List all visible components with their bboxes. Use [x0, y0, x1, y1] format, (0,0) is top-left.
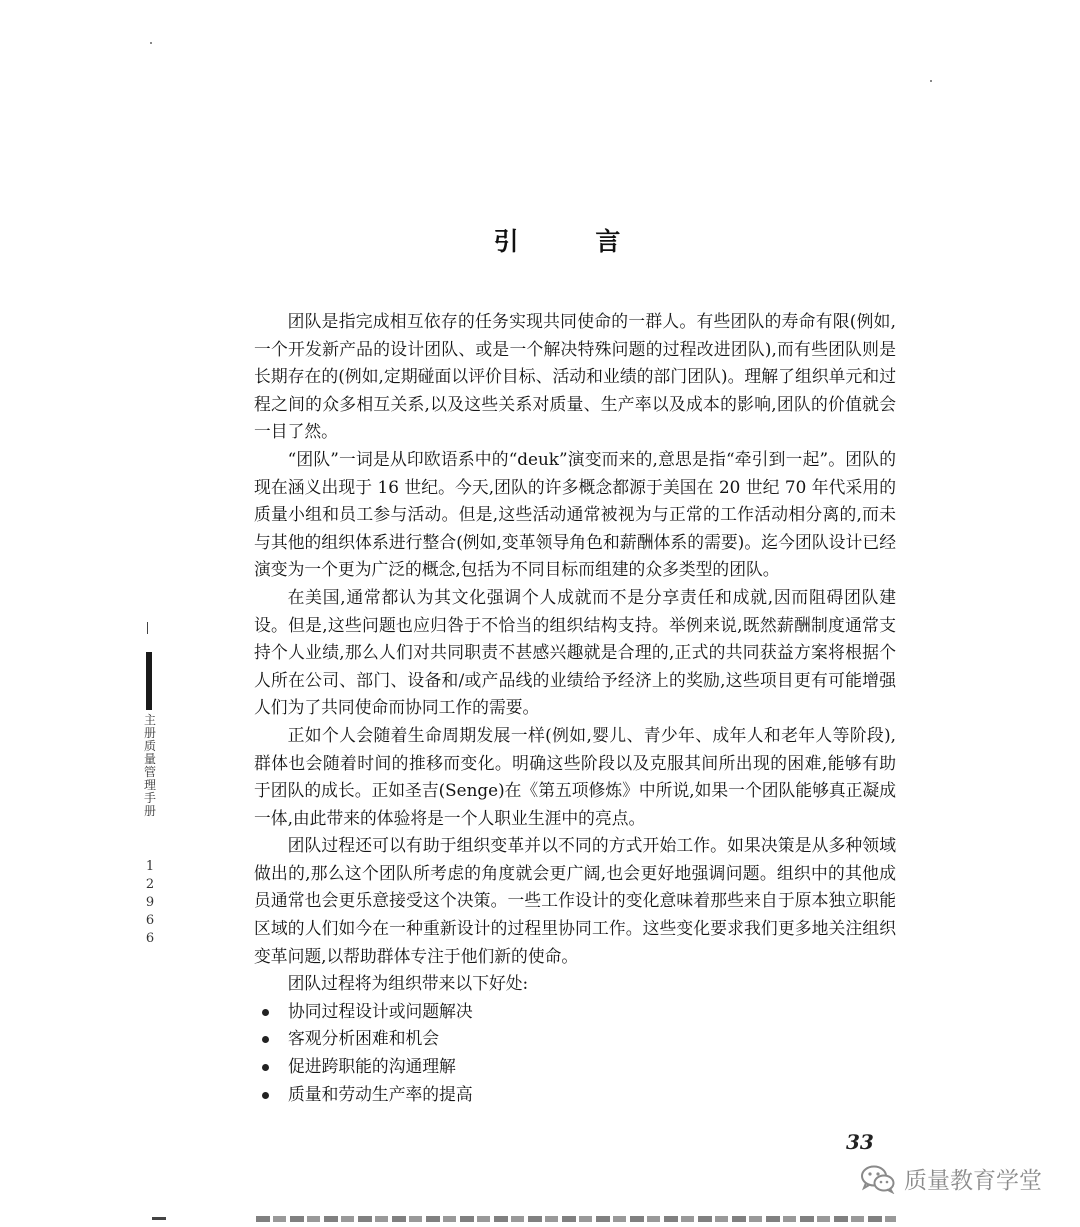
page-number: 33	[846, 1130, 874, 1154]
bullet-icon	[262, 1092, 269, 1099]
list-item-text: 协同过程设计或问题解决	[288, 1000, 473, 1021]
list-item	[254, 998, 896, 1026]
paragraph: 正如个人会随着生命周期发展一样(例如,婴儿、青少年、成年人和老年人等阶段),群体也会随着时间的推移而变化。明确这些阶段以及克服其间所出现的困难,能够有助于团队的成长。正如圣吉(Senge)在《第五项修炼》中所说,如果一个团队能够真正凝成一体,由此带来的体验将是一个人职业生涯中的亮点。	[254, 724, 896, 828]
paragraph: 在美国,通常都认为其文化强调个人成就而不是分享责任和成就,因而阻碍团队建设。但是,这些问题也应归咎于不恰当的组织结构支持。举例来说,既然薪酬制度通常支持个人业绩,那么人们对共同职责不甚感兴趣就是合理的,正式的共同获益方案将根据个人所在公司、部门、设备和/或产品线的业绩给予经济上的奖励,这些项目更有可能增强人们为了共同使命而协同工作的需要。	[254, 586, 896, 718]
paragraph: “团队”一词是从印欧语系中的“deuk”演变而来的,意思是指“牵引到一起”。团队的现在涵义出现于 16 世纪。今天,团队的许多概念都源于美国在 20 世纪 70 年代采用的质量小组和员工参与活动。但是,这些活动通常被视为与正常的工作活动相分离的,而未与其他的组织体系进行整合(例如,变革领导角色和薪酬体系的需要)。迄今团队设计已经演变为一个更为广泛的概念,包括为不同目标而组建的众多类型的团队。	[254, 448, 896, 580]
body-text	[254, 308, 896, 1108]
list-item	[254, 1081, 896, 1109]
list-item-text: 质量和劳动生产率的提高	[288, 1083, 473, 1104]
list-item	[254, 1025, 896, 1053]
watermark	[860, 1162, 1042, 1195]
paragraph: 团队过程还可以有助于组织变革并以不同的方式开始工作。如果决策是从多种领域做出的,那么这个团队所考虑的角度就会更广阔,也会更好地强调问题。组织中的其他成员通常也会更乐意接受这个决策。一些工作设计的变化意味着那些来自于原本独立职能区域的人们如今在一种重新设计的过程里协同工作。这些变化要求我们更多地关注组织变革问题,以帮助群体专注于他们新的使命。	[254, 835, 896, 966]
bullet-icon	[262, 1036, 269, 1043]
scan-speck	[150, 42, 152, 44]
watermark-text: 质量教育学堂	[904, 1168, 1042, 1194]
bullet-icon	[262, 1064, 269, 1071]
paragraph: 团队是指完成相互依存的任务实现共同使命的一群人。有些团队的寿命有限(例如,一个开发新产品的设计团队、或是一个解决特殊问题的过程改进团队),而有些团队则是长期存在的(例如,定期碰面以评价目标、活动和业绩的部门团队)。理解了组织单元和过程之间的众多相互关系,以及这些关系对质量、生产率以及成本的影响,团队的价值就会一目了然。	[254, 311, 896, 442]
margin-bar	[146, 652, 152, 710]
margin-book-title: 主册质量管理手册	[143, 713, 156, 818]
benefit-list	[254, 998, 896, 1108]
list-item-text: 促进跨职能的沟通理解	[288, 1056, 456, 1077]
margin-tick	[147, 622, 148, 634]
bullet-icon	[262, 1009, 269, 1016]
scan-speck	[930, 80, 932, 82]
wechat-icon	[860, 1164, 896, 1194]
page-title: 引 言	[493, 227, 655, 256]
next-page-edge	[256, 1216, 896, 1222]
paragraph: 团队过程将为组织带来以下好处:	[287, 973, 529, 994]
list-item	[254, 1053, 896, 1081]
margin-numbers: 12966	[145, 859, 155, 946]
list-item-text: 客观分析困难和机会	[288, 1028, 440, 1049]
scan-edge-mark	[152, 1217, 166, 1220]
